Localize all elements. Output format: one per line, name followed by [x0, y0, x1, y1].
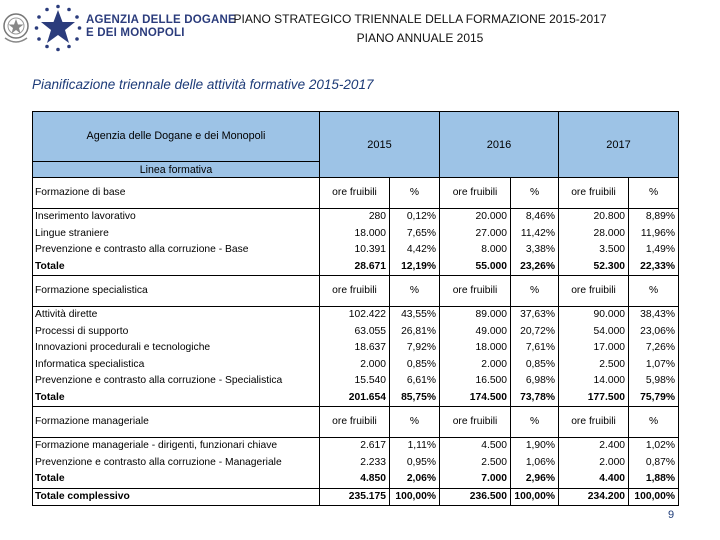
grand-total-value-cell: 235.175: [320, 488, 390, 506]
logo-line-1: AGENZIA DELLE DOGANE: [86, 14, 236, 26]
percent-header: %: [390, 276, 440, 307]
grand-total-label: Totale complessivo: [33, 488, 320, 506]
grand-total-value-cell: 100,00%: [390, 488, 440, 506]
value-cell: 7,26%: [629, 340, 679, 357]
table-row: [33, 373, 679, 390]
section-total-row: [33, 390, 679, 407]
value-cell: 280: [320, 209, 390, 226]
value-cell: 7,65%: [390, 226, 440, 243]
value-cell: 4,42%: [390, 242, 440, 259]
total-value-cell: 28.671: [320, 259, 390, 276]
grand-total-value-cell: 234.200: [559, 488, 629, 506]
ore-fruibili-header: ore fruibili: [320, 407, 390, 438]
total-value-cell: 174.500: [440, 390, 511, 407]
title-line-2: PIANO ANNUALE 2015: [356, 31, 484, 45]
percent-header: %: [629, 276, 679, 307]
percent-header: %: [629, 407, 679, 438]
total-value-cell: 75,79%: [629, 390, 679, 407]
value-cell: 43,55%: [390, 307, 440, 324]
linea-formativa-header: Linea formativa: [33, 162, 320, 178]
percent-header: %: [390, 178, 440, 209]
total-value-cell: 2,06%: [390, 471, 440, 488]
total-value-cell: 1,88%: [629, 471, 679, 488]
value-cell: 0,85%: [390, 357, 440, 374]
section-header-row: [33, 407, 679, 438]
total-value-cell: 4.400: [559, 471, 629, 488]
slide-subtitle: Pianificazione triennale delle attività formative 2015-2017: [32, 77, 374, 92]
grand-total-value-cell: 236.500: [440, 488, 511, 506]
section-name: Formazione manageriale: [33, 407, 320, 438]
value-cell: 6,98%: [511, 373, 559, 390]
percent-header: %: [511, 276, 559, 307]
agency-logo-text: [86, 14, 236, 40]
value-cell: 1,02%: [629, 438, 679, 455]
value-cell: 18.000: [440, 340, 511, 357]
section-total-row: [33, 471, 679, 488]
row-label: Prevenzione e contrasto alla corruzione - Manageriale: [33, 455, 320, 472]
section-name: Formazione specialistica: [33, 276, 320, 307]
percent-header: %: [511, 407, 559, 438]
value-cell: 2.500: [440, 455, 511, 472]
total-label: Totale: [33, 390, 320, 407]
value-cell: 8,46%: [511, 209, 559, 226]
total-label: Totale: [33, 259, 320, 276]
total-value-cell: 2,96%: [511, 471, 559, 488]
year-header-2017: 2017: [559, 112, 679, 178]
agency-star-logo-icon: [34, 4, 82, 52]
page-header: [0, 0, 720, 62]
total-value-cell: 201.654: [320, 390, 390, 407]
value-cell: 16.500: [440, 373, 511, 390]
training-plan-table: [32, 111, 679, 506]
row-label: Prevenzione e contrasto alla corruzione - Base: [33, 242, 320, 259]
total-value-cell: 177.500: [559, 390, 629, 407]
percent-header: %: [629, 178, 679, 209]
row-label: Inserimento lavorativo: [33, 209, 320, 226]
value-cell: 8.000: [440, 242, 511, 259]
year-header-2016: 2016: [440, 112, 559, 178]
grand-total-value-cell: 100,00%: [629, 488, 679, 506]
value-cell: 0,87%: [629, 455, 679, 472]
value-cell: 6,61%: [390, 373, 440, 390]
value-cell: 3,38%: [511, 242, 559, 259]
value-cell: 2.233: [320, 455, 390, 472]
org-header: Agenzia delle Dogane e dei Monopoli: [33, 112, 320, 162]
ore-fruibili-header: ore fruibili: [559, 276, 629, 307]
value-cell: 3.500: [559, 242, 629, 259]
total-label: Totale: [33, 471, 320, 488]
value-cell: 2.000: [440, 357, 511, 374]
value-cell: 2.400: [559, 438, 629, 455]
table-row: [33, 340, 679, 357]
value-cell: 63.055: [320, 324, 390, 341]
value-cell: 1,06%: [511, 455, 559, 472]
value-cell: 15.540: [320, 373, 390, 390]
table-row: [33, 438, 679, 455]
value-cell: 4.500: [440, 438, 511, 455]
total-value-cell: 52.300: [559, 259, 629, 276]
value-cell: 2.000: [559, 455, 629, 472]
row-label: Innovazioni procedurali e tecnologiche: [33, 340, 320, 357]
value-cell: 18.000: [320, 226, 390, 243]
table-row: [33, 242, 679, 259]
total-value-cell: 23,26%: [511, 259, 559, 276]
ore-fruibili-header: ore fruibili: [559, 178, 629, 209]
document-title: [230, 10, 610, 48]
table-body: [33, 178, 679, 506]
value-cell: 2.617: [320, 438, 390, 455]
value-cell: 1,11%: [390, 438, 440, 455]
table-row: [33, 226, 679, 243]
grand-total-value-cell: 100,00%: [511, 488, 559, 506]
value-cell: 8,89%: [629, 209, 679, 226]
value-cell: 11,42%: [511, 226, 559, 243]
value-cell: 0,12%: [390, 209, 440, 226]
republic-emblem-icon: [2, 6, 30, 46]
total-value-cell: 22,33%: [629, 259, 679, 276]
table-row: [33, 324, 679, 341]
value-cell: 2.000: [320, 357, 390, 374]
total-value-cell: 73,78%: [511, 390, 559, 407]
percent-header: %: [511, 178, 559, 209]
row-label: Processi di supporto: [33, 324, 320, 341]
value-cell: 2.500: [559, 357, 629, 374]
table-row: [33, 455, 679, 472]
value-cell: 54.000: [559, 324, 629, 341]
value-cell: 1,07%: [629, 357, 679, 374]
title-line-1: PIANO STRATEGICO TRIENNALE DELLA FORMAZIONE 2015-2017: [233, 12, 607, 26]
percent-header: %: [390, 407, 440, 438]
value-cell: 1,90%: [511, 438, 559, 455]
table-header-row: [33, 112, 679, 162]
value-cell: 20.000: [440, 209, 511, 226]
value-cell: 49.000: [440, 324, 511, 341]
value-cell: 1,49%: [629, 242, 679, 259]
value-cell: 0,85%: [511, 357, 559, 374]
value-cell: 28.000: [559, 226, 629, 243]
value-cell: 20.800: [559, 209, 629, 226]
value-cell: 38,43%: [629, 307, 679, 324]
total-value-cell: 4.850: [320, 471, 390, 488]
ore-fruibili-header: ore fruibili: [320, 276, 390, 307]
value-cell: 18.637: [320, 340, 390, 357]
page-number: 9: [668, 509, 675, 521]
value-cell: 10.391: [320, 242, 390, 259]
ore-fruibili-header: ore fruibili: [559, 407, 629, 438]
row-label: Prevenzione e contrasto alla corruzione - Specialistica: [33, 373, 320, 390]
section-name: Formazione di base: [33, 178, 320, 209]
row-label: Informatica specialistica: [33, 357, 320, 374]
section-header-row: [33, 178, 679, 209]
value-cell: 102.422: [320, 307, 390, 324]
value-cell: 14.000: [559, 373, 629, 390]
value-cell: 11,96%: [629, 226, 679, 243]
value-cell: 7,92%: [390, 340, 440, 357]
value-cell: 90.000: [559, 307, 629, 324]
row-label: Attività dirette: [33, 307, 320, 324]
row-label: Formazione manageriale - dirigenti, funzionari chiave: [33, 438, 320, 455]
ore-fruibili-header: ore fruibili: [440, 276, 511, 307]
ore-fruibili-header: ore fruibili: [440, 178, 511, 209]
ore-fruibili-header: ore fruibili: [320, 178, 390, 209]
row-label: Lingue straniere: [33, 226, 320, 243]
value-cell: 17.000: [559, 340, 629, 357]
ore-fruibili-header: ore fruibili: [440, 407, 511, 438]
section-total-row: [33, 259, 679, 276]
table-row: [33, 209, 679, 226]
value-cell: 37,63%: [511, 307, 559, 324]
total-value-cell: 85,75%: [390, 390, 440, 407]
table-row: [33, 307, 679, 324]
value-cell: 5,98%: [629, 373, 679, 390]
grand-total-row: [33, 488, 679, 506]
value-cell: 7,61%: [511, 340, 559, 357]
total-value-cell: 55.000: [440, 259, 511, 276]
value-cell: 26,81%: [390, 324, 440, 341]
value-cell: 0,95%: [390, 455, 440, 472]
value-cell: 23,06%: [629, 324, 679, 341]
value-cell: 20,72%: [511, 324, 559, 341]
value-cell: 89.000: [440, 307, 511, 324]
total-value-cell: 7.000: [440, 471, 511, 488]
table-row: [33, 357, 679, 374]
logo-line-2: E DEI MONOPOLI: [86, 27, 185, 39]
year-header-2015: 2015: [320, 112, 440, 178]
value-cell: 27.000: [440, 226, 511, 243]
section-header-row: [33, 276, 679, 307]
total-value-cell: 12,19%: [390, 259, 440, 276]
